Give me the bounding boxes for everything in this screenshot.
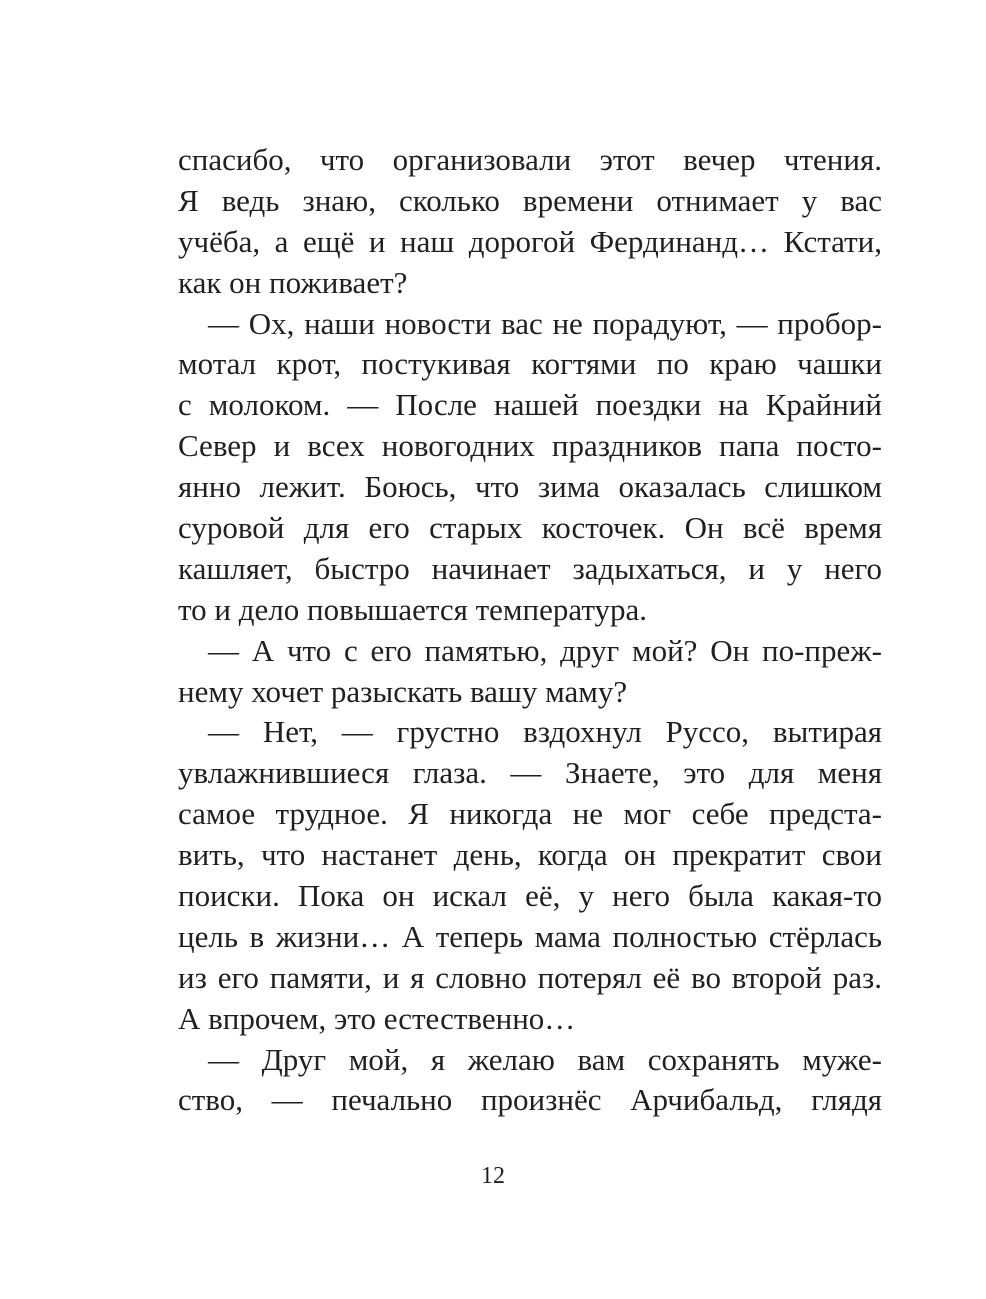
text-line: учёба, а ещё и наш дорогой Фердинанд… Кстати, bbox=[178, 223, 882, 259]
text-line: янно лежит. Боюсь, что зима оказалась слишком bbox=[178, 469, 882, 505]
text-line: Я ведь знаю, сколько времени отнимает у вас bbox=[178, 182, 882, 218]
text-line: увлажнившиеся глаза. — Знаете, это для меня bbox=[178, 755, 882, 791]
text-line: цель в жизни… А теперь мама полностью стёрлась bbox=[178, 918, 882, 954]
text-line: поиски. Пока он искал её, у него была какая-то bbox=[178, 878, 882, 914]
text-line: то и дело повышается температура. bbox=[178, 591, 647, 627]
text-line: — Ох, наши новости вас не порадуют, — пробор- bbox=[208, 305, 882, 341]
text-line: самое трудное. Я никогда не мог себе предста- bbox=[178, 796, 882, 832]
text-line: мотал крот, постукивая когтями по краю чашки bbox=[178, 346, 882, 382]
body-text bbox=[178, 140, 882, 1121]
text-line: как он поживает? bbox=[178, 264, 408, 300]
text-line: суровой для его старых косточек. Он всё время bbox=[178, 510, 882, 546]
text-line: — Нет, — грустно вздохнул Руссо, вытирая bbox=[208, 714, 882, 750]
text-line: ство, — печально произнёс Арчибальд, глядя bbox=[178, 1082, 882, 1118]
text-line: Север и всех новогодних праздников папа посто- bbox=[178, 428, 882, 464]
text-line: — Друг мой, я желаю вам сохранять муже- bbox=[208, 1041, 882, 1077]
text-line: нему хочет разыскать вашу маму? bbox=[178, 673, 628, 709]
text-line: — А что с его памятью, друг мой? Он по-преж- bbox=[208, 632, 882, 668]
page-number: 12 bbox=[481, 1163, 505, 1189]
text-line: А впрочем, это естественно… bbox=[178, 1000, 576, 1036]
text-line: спасибо, что организовали этот вечер чтения. bbox=[178, 142, 882, 177]
text-line: вить, что настанет день, когда он прекратит свои bbox=[178, 837, 882, 873]
text-line: кашляет, быстро начинает задыхаться, и у него bbox=[178, 550, 882, 586]
text-line: с молоком. — После нашей поездки на Крайний bbox=[178, 387, 882, 423]
text-line: из его памяти, и я словно потерял её во второй раз. bbox=[178, 959, 882, 995]
